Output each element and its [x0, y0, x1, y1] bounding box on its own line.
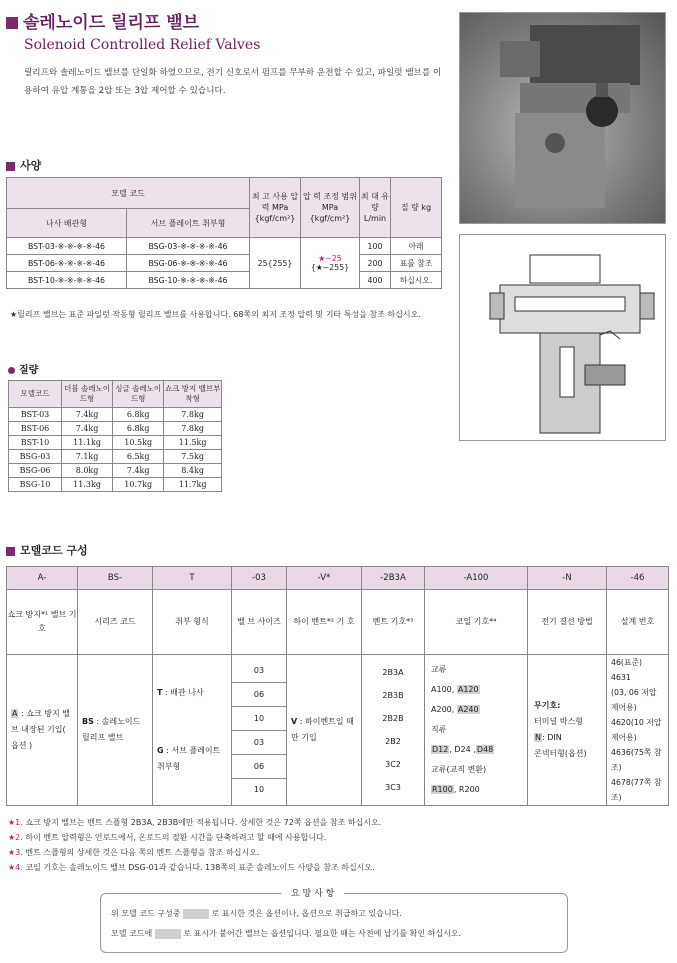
code-highvent: -V* — [287, 567, 362, 590]
spec-table — [6, 177, 442, 289]
weight-col-model: 모델코드 — [9, 381, 62, 408]
code-mount: T — [153, 567, 232, 590]
request-line-1: 위 모델 코드 구성중 로 표시한 것은 옵션이나, 옵션으로 취급하고 있습니다. — [111, 909, 402, 918]
spec-row — [7, 255, 442, 272]
weight-row: BSG-10 11.3kg 10.7kg 11.7kg — [9, 478, 222, 492]
cross-section-diagram — [459, 234, 666, 441]
weight-row: BSG-03 7.1kg 6.5kg 7.5kg — [9, 450, 222, 464]
spec-sub: BSG-10-※-※-※-※-46 — [126, 272, 249, 289]
spec-col-range: 압 력 조정 범위 MPa {kgf/cm²} — [301, 178, 360, 238]
code-series: BS- — [78, 567, 153, 590]
label-shock: 쇼크 방지*¹ 밸브 기호 — [7, 590, 78, 655]
spec-mass: 아래 — [391, 238, 442, 255]
label-size: 밸 브 사이즈 — [232, 590, 287, 655]
request-line-2: 모델 코드에 로 표시가 붙어간 밸브는 옵션입니다. 필요한 때는 사전에 납기를 확인 하십시오. — [111, 929, 462, 938]
weight-row: BST-06 7.4kg 6.8kg 7.8kg — [9, 422, 222, 436]
product-photo — [459, 12, 666, 224]
weight-heading: 질량 — [8, 361, 38, 376]
spec-sub: BSG-06-※-※-※-※-46 — [126, 255, 249, 272]
note-item: ★4. 코일 기호는 솔레노이드 밸브 DSG-01과 같습니다. 138쪽의 표준 솔레노이드 사양을 참조 하십시오. — [8, 863, 375, 872]
section-marker-icon — [6, 547, 15, 556]
spec-col-mass: 질 량 kg — [391, 178, 442, 238]
label-highvent: 하이 벤트*² 기 호 — [287, 590, 362, 655]
spec-flow: 100 — [360, 238, 391, 255]
vent-options: 2B3A 2B3B 2B2B 2B2 3C2 3C3 — [362, 655, 425, 806]
spec-mass: 하십시오. — [391, 272, 442, 289]
request-title: 요 망 사 항 — [281, 886, 344, 899]
mount-option: T : 배관 나사 G : 서브 플레이트 취부형 — [153, 655, 232, 806]
note-item: ★1. 쇼크 방지 밸브는 벤트 스플형 2B3A, 2B3B에만 적용됩니다. 상세한 것은 72쪽 옵션을 참조 하십시오. — [8, 818, 382, 827]
weight-row: BSG-06 8.0kg 7.4kg 8.4kg — [9, 464, 222, 478]
spec-heading: 사양 — [6, 157, 41, 173]
label-coil: 코일 기호*⁴ — [425, 590, 528, 655]
weight-col-double: 더블 솔레노이드형 — [62, 381, 113, 408]
spec-maxp: 25{255} — [250, 238, 301, 289]
code-size: -03 — [232, 567, 287, 590]
notes-list — [8, 815, 668, 875]
spec-col-maxp: 최 고 사용 압력 MPa {kgf/cm²} — [250, 178, 301, 238]
shock-option: A : 쇼크 방지 밸브 내장된 기입( 옵션 ) — [7, 655, 78, 806]
spec-flow: 200 — [360, 255, 391, 272]
design-options: 46(표준) 4631 (03, 06 저압 제어용) 4620(10 저압 제어용) 4636(75쪽 참조) 4678(77쪽 참조) — [607, 655, 669, 806]
model-heading: 모델코드 구성 — [6, 542, 88, 558]
wiring-options: 무기호: 터미널 박스형 N: DIN 콘넥터형(옵션) — [528, 655, 607, 806]
code-shock: A- — [7, 567, 78, 590]
weight-col-single: 싱글 솔레노이드형 — [113, 381, 164, 408]
spec-sub: BSG-03-※-※-※-※-46 — [126, 238, 249, 255]
coil-options: 교류 A100, A120 A200, A240 직류 D12, D24 ,D48 교류(교직 변환) R100, R200 — [425, 655, 528, 806]
section-marker-icon — [6, 162, 15, 171]
spec-col-model: 모델 코드 — [7, 178, 250, 209]
note-item: ★2. 하이 벤트 압력형은 언로드에서, 온로드의 절환 시간을 단축하려고 할 때에 사용합니다. — [8, 833, 327, 842]
spec-col-flow: 최 대 유 량 L/min — [360, 178, 391, 238]
spec-range: ★~25 {★~255} — [301, 238, 360, 289]
label-vent: 벤트 기호*³ — [362, 590, 425, 655]
spec-thread: BST-03-※-※-※-※-46 — [7, 238, 127, 255]
weight-row: BST-03 7.4kg 6.8kg 7.8kg — [9, 408, 222, 422]
page-subtitle: Solenoid Controlled Relief Valves — [24, 37, 261, 53]
spec-row — [7, 272, 442, 289]
note-item: ★3. 벤트 스플형의 상세한 것은 다음 쪽의 벤트 스플형을 참조 하십시오. — [8, 848, 260, 857]
code-wiring: -N — [528, 567, 607, 590]
spec-mass: 표를 참조 — [391, 255, 442, 272]
label-wiring: 전기 결선 방법 — [528, 590, 607, 655]
model-code-table — [6, 566, 669, 806]
spec-col-thread: 나사 배관형 — [7, 209, 127, 238]
weight-col-shock: 쇼크 방지 밸브부착형 — [164, 381, 222, 408]
intro-text: 릴리프와 솔레노이드 밸브를 단일화 하였으므로, 전기 신호로서 펌프를 무부하 운전할 수 있고, 파일럿 밸브를 이용하여 유압 계통을 2압 또는 3압 제어할 수 있습니다. — [24, 68, 442, 96]
weight-row: BST-10 11.1kg 10.5kg 11.5kg — [9, 436, 222, 450]
label-series: 시리즈 코드 — [78, 590, 153, 655]
code-vent: -2B3A — [362, 567, 425, 590]
gray-marker-icon — [183, 909, 209, 919]
section-marker-icon — [6, 17, 18, 29]
spec-flow: 400 — [360, 272, 391, 289]
bullet-icon — [8, 367, 15, 374]
label-mount: 취부 형식 — [153, 590, 232, 655]
gray-marker-icon — [155, 929, 181, 939]
spec-note: ★릴리프 밸브는 표준 파일럿 작동형 릴리프 밸브를 사용합니다. 68쪽의 최저 조정 압력 및 기타 특성을 참조 하십시오. — [10, 310, 421, 319]
spec-col-sub: 서브 플레이트 취부형 — [126, 209, 249, 238]
label-design: 설계 번호 — [607, 590, 669, 655]
code-design: -46 — [607, 567, 669, 590]
spec-row — [7, 238, 442, 255]
code-coil: -A100 — [425, 567, 528, 590]
highvent-option: V : 하이벤트일 때만 기입 — [287, 655, 362, 806]
size-options: 03 06 10 03 06 10 — [232, 655, 287, 806]
request-box — [100, 889, 568, 953]
weight-table — [8, 380, 222, 492]
spec-thread: BST-10-※-※-※-※-46 — [7, 272, 127, 289]
series-option: BS : 솔레노이드 릴리프 밸브 — [78, 655, 153, 806]
page-title: 솔레노이드 릴리프 밸브 — [6, 8, 199, 33]
spec-thread: BST-06-※-※-※-※-46 — [7, 255, 127, 272]
